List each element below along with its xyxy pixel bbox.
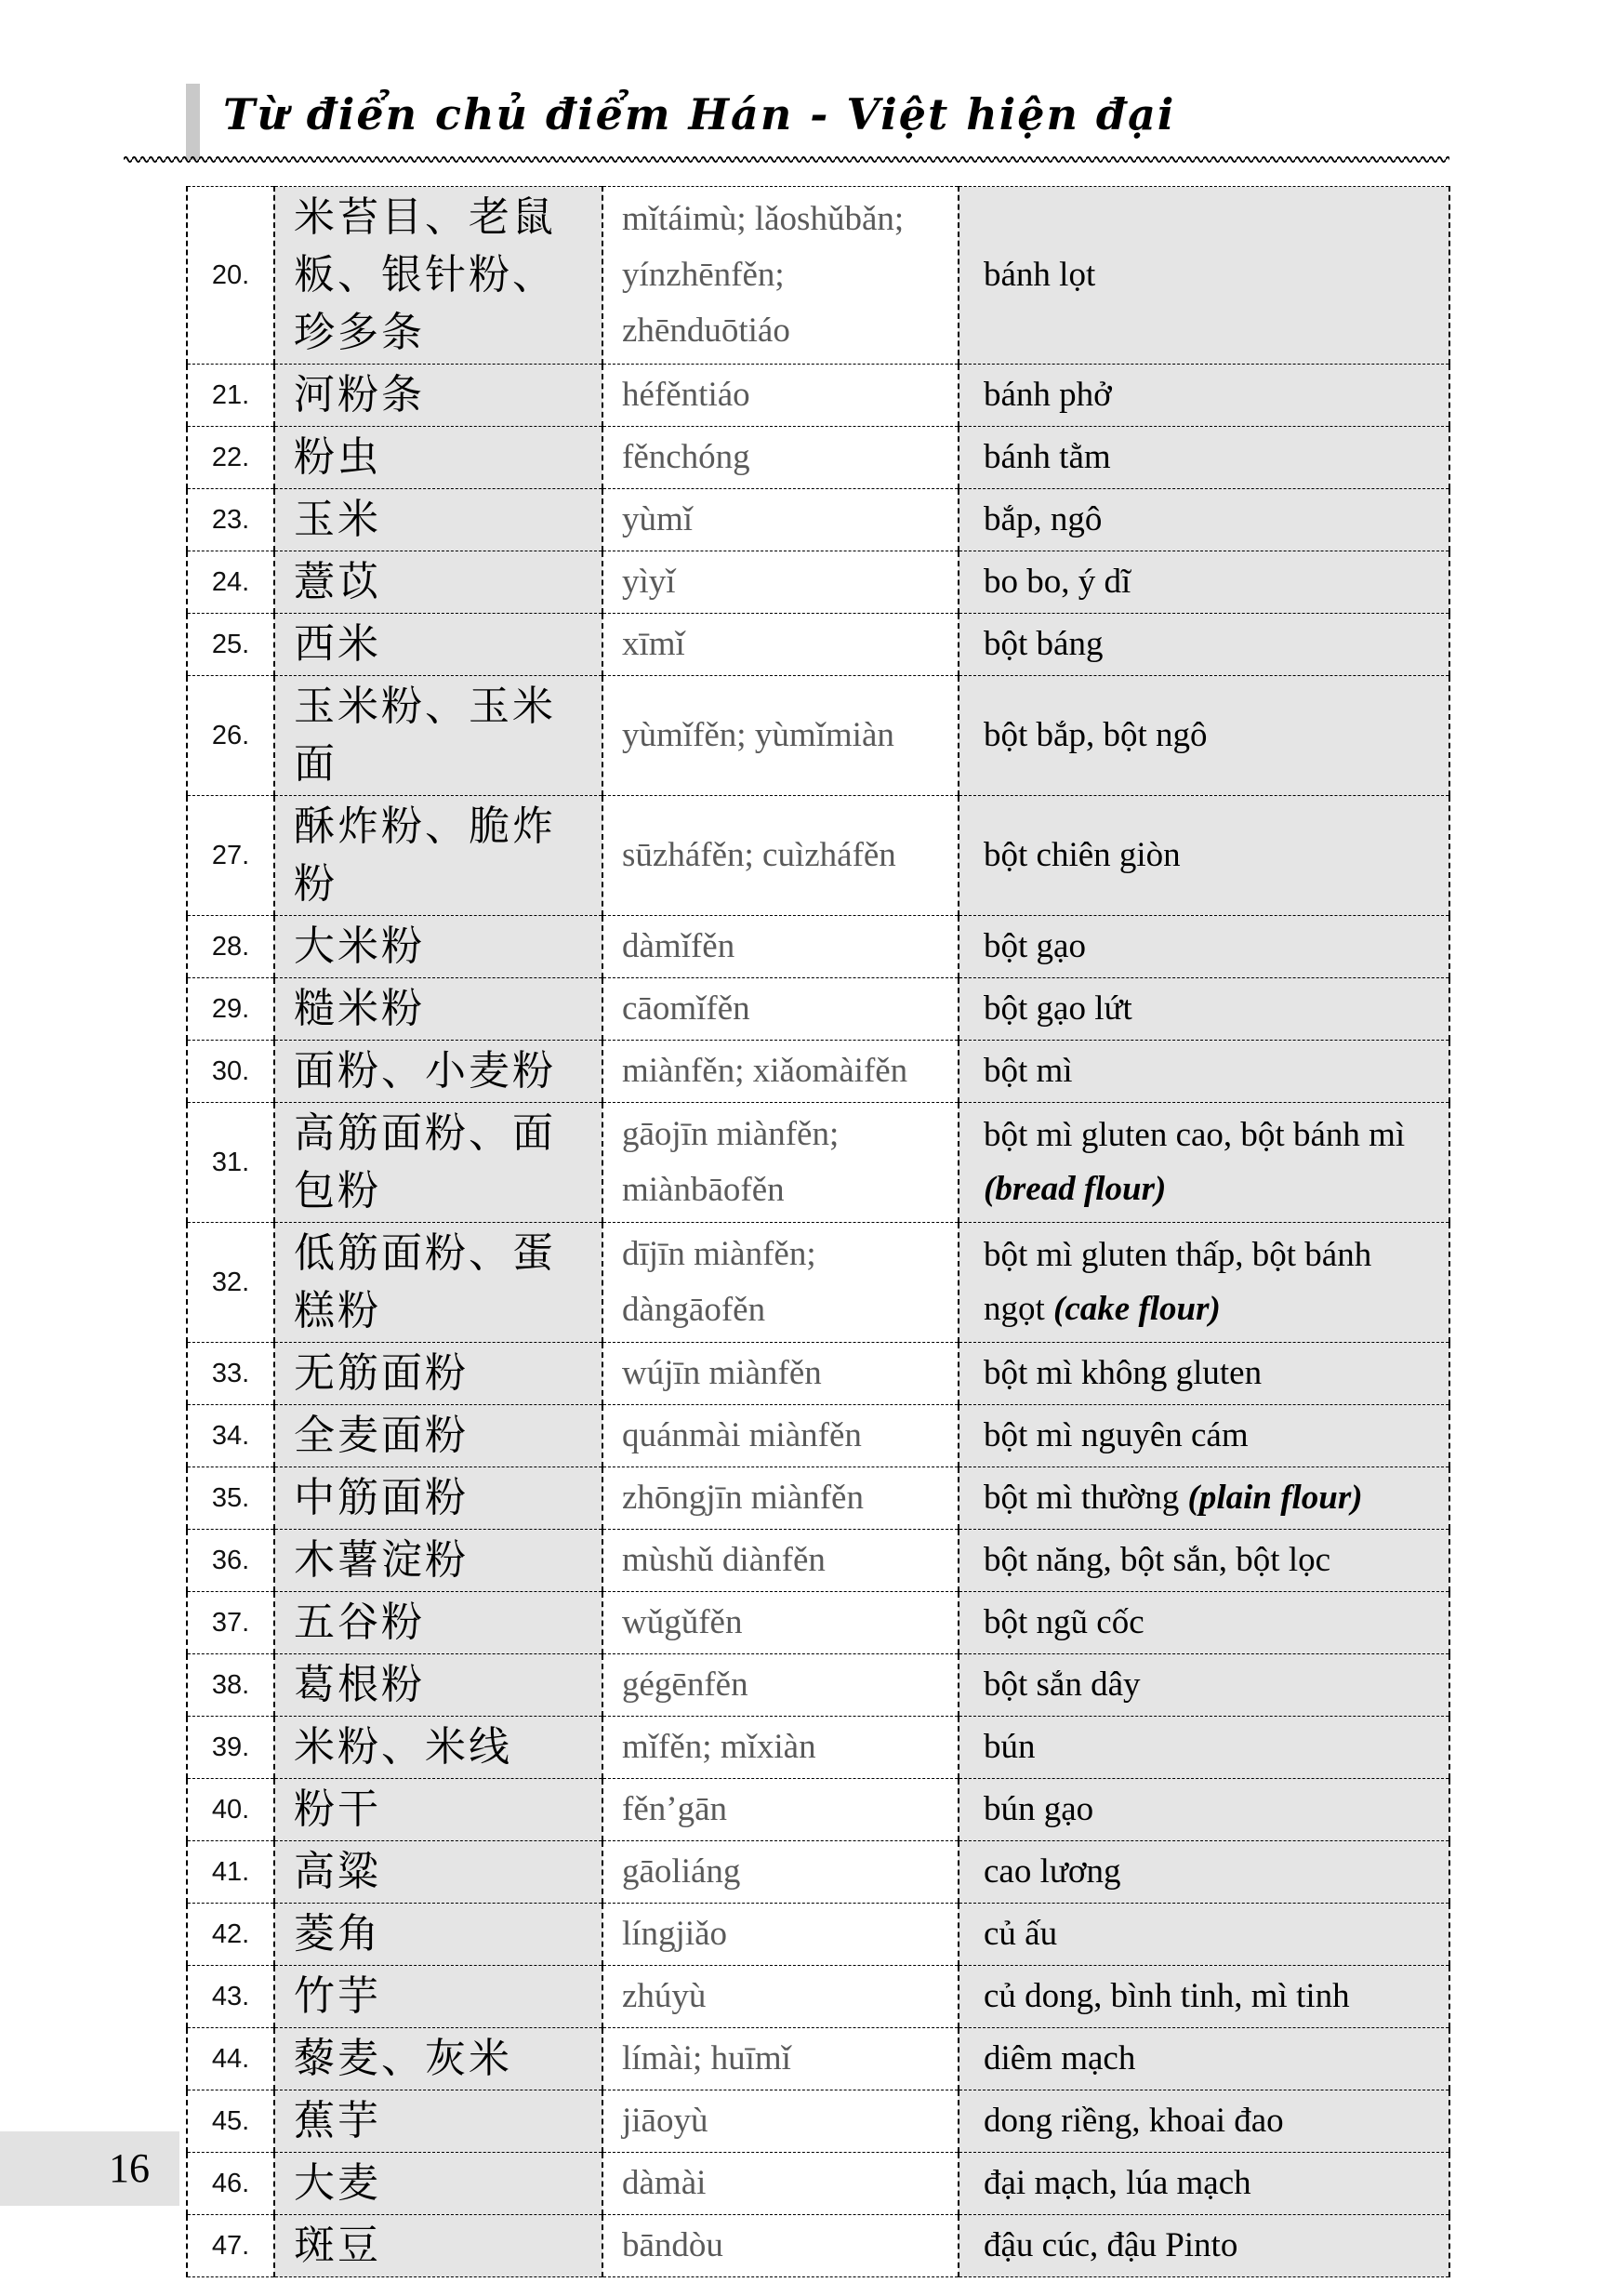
page-number: 16 [109, 2145, 150, 2191]
pinyin-cell: wǔgǔfěn [602, 1592, 959, 1654]
chinese-term-cell: 木薯淀粉 [274, 1530, 602, 1592]
chinese-term-cell: 无筋面粉 [274, 1343, 602, 1405]
table-row [187, 916, 1449, 978]
pinyin-cell: jiāoyù [602, 2090, 959, 2153]
row-number-cell: 31. [187, 1103, 274, 1223]
header-margin-bar [186, 84, 200, 160]
chinese-term-cell: 斑豆 [274, 2215, 602, 2277]
pinyin-cell: gāojīn miànfěn; miànbāofěn [602, 1103, 959, 1223]
table-row [187, 2153, 1449, 2215]
pinyin-cell: mùshǔ diànfěn [602, 1530, 959, 1592]
vietnamese-cell: đại mạch, lúa mạch [959, 2153, 1449, 2215]
table-row [187, 676, 1449, 796]
row-number-cell: 47. [187, 2215, 274, 2277]
table-row [187, 978, 1449, 1041]
chinese-term-cell: 面粉、小麦粉 [274, 1041, 602, 1103]
pinyin-cell: xīmǐ [602, 614, 959, 676]
row-number-cell: 29. [187, 978, 274, 1041]
row-number-cell: 22. [187, 427, 274, 489]
pinyin-cell: gāoliáng [602, 1841, 959, 1904]
chinese-term-cell: 大麦 [274, 2153, 602, 2215]
row-number-cell: 37. [187, 1592, 274, 1654]
table-row [187, 1223, 1449, 1343]
pinyin-cell: bāndòu [602, 2215, 959, 2277]
pinyin-cell: quánmài miànfěn [602, 1405, 959, 1467]
vietnamese-cell: bún gạo [959, 1779, 1449, 1841]
pinyin-cell: yùmǐfěn; yùmǐmiàn [602, 676, 959, 796]
vietnamese-cell: bột mì thường (plain flour) [959, 1467, 1449, 1530]
row-number-cell: 42. [187, 1904, 274, 1966]
vietnamese-cell: cao lương [959, 1841, 1449, 1904]
chinese-term-cell: 中筋面粉 [274, 1467, 602, 1530]
dictionary-table [186, 186, 1450, 2277]
chinese-term-cell: 五谷粉 [274, 1592, 602, 1654]
vietnamese-note-italic: (cake flour) [1044, 1290, 1221, 1328]
vietnamese-cell: bột mì gluten thấp, bột bánh ngọt (cake flour) [959, 1223, 1449, 1343]
vietnamese-cell: bột mì gluten cao, bột bánh mì (bread flour) [959, 1103, 1449, 1223]
vietnamese-cell: bột mì [959, 1041, 1449, 1103]
table-row [187, 1041, 1449, 1103]
pinyin-cell: mǐfěn; mǐxiàn [602, 1717, 959, 1779]
chinese-term-cell: 高粱 [274, 1841, 602, 1904]
vietnamese-cell: bột mì nguyên cám [959, 1405, 1449, 1467]
table-body [187, 187, 1449, 2277]
chinese-term-cell: 米苔目、老鼠粄、银针粉、珍多条 [274, 187, 602, 365]
chinese-term-cell: 糙米粉 [274, 978, 602, 1041]
vietnamese-cell: bột năng, bột sắn, bột lọc [959, 1530, 1449, 1592]
pinyin-cell: yùmǐ [602, 489, 959, 551]
row-number-cell: 39. [187, 1717, 274, 1779]
row-number-cell: 25. [187, 614, 274, 676]
chinese-term-cell: 酥炸粉、脆炸粉 [274, 796, 602, 916]
pinyin-cell: yìyǐ [602, 551, 959, 614]
row-number-cell: 32. [187, 1223, 274, 1343]
table-row [187, 1779, 1449, 1841]
chinese-term-cell: 粉干 [274, 1779, 602, 1841]
vietnamese-cell: bột ngũ cốc [959, 1592, 1449, 1654]
chinese-term-cell: 米粉、米线 [274, 1717, 602, 1779]
pinyin-cell: wújīn miànfěn [602, 1343, 959, 1405]
vietnamese-cell: củ dong, bình tinh, mì tinh [959, 1966, 1449, 2028]
pinyin-cell: zhōngjīn miànfěn [602, 1467, 959, 1530]
table-row [187, 614, 1449, 676]
vietnamese-cell: dong riềng, khoai đao [959, 2090, 1449, 2153]
vietnamese-cell: bột báng [959, 614, 1449, 676]
chinese-term-cell: 粉虫 [274, 427, 602, 489]
row-number-cell: 24. [187, 551, 274, 614]
vietnamese-cell: bánh lọt [959, 187, 1449, 365]
chinese-term-cell: 竹芋 [274, 1966, 602, 2028]
chinese-term-cell: 薏苡 [274, 551, 602, 614]
vietnamese-cell: bột bắp, bột ngô [959, 676, 1449, 796]
header-wavy-rule [124, 154, 1449, 164]
vietnamese-cell: bột mì không gluten [959, 1343, 1449, 1405]
chinese-term-cell: 藜麦、灰米 [274, 2028, 602, 2090]
row-number-cell: 40. [187, 1779, 274, 1841]
row-number-cell: 44. [187, 2028, 274, 2090]
table-row [187, 1405, 1449, 1467]
chinese-term-cell: 蕉芋 [274, 2090, 602, 2153]
vietnamese-cell: củ ấu [959, 1904, 1449, 1966]
pinyin-cell: fěn’gān [602, 1779, 959, 1841]
vietnamese-cell: diêm mạch [959, 2028, 1449, 2090]
vietnamese-cell: đậu cúc, đậu Pinto [959, 2215, 1449, 2277]
vietnamese-note-italic: (bread flour) [984, 1170, 1167, 1208]
table-row [187, 551, 1449, 614]
pinyin-cell: sūzháfěn; cuìzháfěn [602, 796, 959, 916]
row-number-cell: 36. [187, 1530, 274, 1592]
row-number-cell: 34. [187, 1405, 274, 1467]
table-row [187, 1966, 1449, 2028]
chinese-term-cell: 西米 [274, 614, 602, 676]
pinyin-cell: zhúyù [602, 1966, 959, 2028]
row-number-cell: 28. [187, 916, 274, 978]
pinyin-cell: dàmài [602, 2153, 959, 2215]
row-number-cell: 21. [187, 365, 274, 427]
table-row [187, 427, 1449, 489]
vietnamese-note-italic: (plain flour) [1179, 1479, 1363, 1517]
pinyin-cell: cāomǐfěn [602, 978, 959, 1041]
table-row [187, 1530, 1449, 1592]
vietnamese-cell: bánh tằm [959, 427, 1449, 489]
pinyin-cell: fěnchóng [602, 427, 959, 489]
chinese-term-cell: 大米粉 [274, 916, 602, 978]
vietnamese-cell: bột sắn dây [959, 1654, 1449, 1717]
page-title: Từ điển chủ điểm Hán - Việt hiện đại [223, 89, 1176, 139]
table-row [187, 1592, 1449, 1654]
table-row [187, 1654, 1449, 1717]
row-number-cell: 38. [187, 1654, 274, 1717]
row-number-cell: 41. [187, 1841, 274, 1904]
table-row [187, 796, 1449, 916]
pinyin-cell: miànfěn; xiǎomàifěn [602, 1041, 959, 1103]
row-number-cell: 46. [187, 2153, 274, 2215]
chinese-term-cell: 菱角 [274, 1904, 602, 1966]
table-row [187, 1841, 1449, 1904]
chinese-term-cell: 低筋面粉、蛋糕粉 [274, 1223, 602, 1343]
pinyin-cell: héfěntiáo [602, 365, 959, 427]
vietnamese-cell: bo bo, ý dĩ [959, 551, 1449, 614]
table-row [187, 365, 1449, 427]
row-number-cell: 20. [187, 187, 274, 365]
row-number-cell: 26. [187, 676, 274, 796]
row-number-cell: 23. [187, 489, 274, 551]
table-row [187, 1904, 1449, 1966]
row-number-cell: 35. [187, 1467, 274, 1530]
vietnamese-cell: bột gạo [959, 916, 1449, 978]
row-number-cell: 45. [187, 2090, 274, 2153]
chinese-term-cell: 河粉条 [274, 365, 602, 427]
table-row [187, 2090, 1449, 2153]
row-number-cell: 33. [187, 1343, 274, 1405]
row-number-cell: 30. [187, 1041, 274, 1103]
pinyin-cell: límài; huīmǐ [602, 2028, 959, 2090]
row-number-cell: 43. [187, 1966, 274, 2028]
row-number-cell: 27. [187, 796, 274, 916]
vietnamese-cell: bánh phở [959, 365, 1449, 427]
chinese-term-cell: 全麦面粉 [274, 1405, 602, 1467]
vietnamese-cell: bắp, ngô [959, 489, 1449, 551]
pinyin-cell: dàmǐfěn [602, 916, 959, 978]
table-row [187, 2028, 1449, 2090]
chinese-term-cell: 高筋面粉、面包粉 [274, 1103, 602, 1223]
table-row [187, 2215, 1449, 2277]
table-row [187, 1717, 1449, 1779]
pinyin-cell: dījīn miànfěn; dàngāofěn [602, 1223, 959, 1343]
table-row [187, 1467, 1449, 1530]
vietnamese-cell: bún [959, 1717, 1449, 1779]
vietnamese-cell: bột chiên giòn [959, 796, 1449, 916]
chinese-term-cell: 葛根粉 [274, 1654, 602, 1717]
chinese-term-cell: 玉米粉、玉米面 [274, 676, 602, 796]
chinese-term-cell: 玉米 [274, 489, 602, 551]
page-number-box [0, 2131, 179, 2206]
vietnamese-cell: bột gạo lứt [959, 978, 1449, 1041]
pinyin-cell: língjiǎo [602, 1904, 959, 1966]
table-row [187, 1343, 1449, 1405]
pinyin-cell: gégēnfěn [602, 1654, 959, 1717]
table-row [187, 1103, 1449, 1223]
pinyin-cell: mǐtáimù; lǎoshǔbǎn; yínzhēnfěn; zhēnduōtiáo [602, 187, 959, 365]
table-row [187, 489, 1449, 551]
table-row [187, 187, 1449, 365]
